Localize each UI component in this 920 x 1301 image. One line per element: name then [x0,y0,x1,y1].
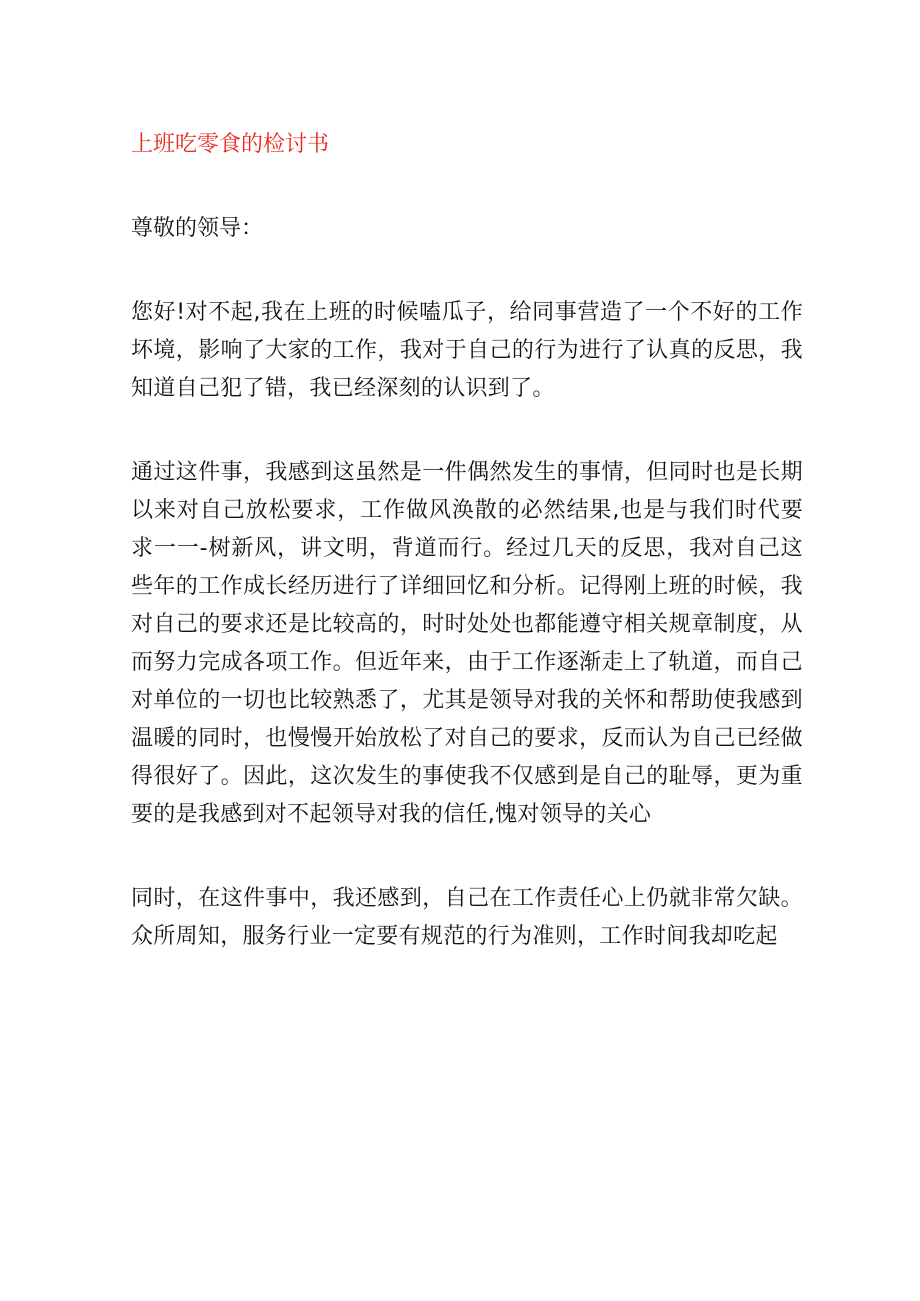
salutation: 尊敬的领导： [131,216,264,241]
paragraph-apology: 您好!对不起,我在上班的时候嗑瓜子，给同事营造了一个不好的工作坏境，影响了大家的工作，我对于自己的行为进行了认真的反思，我知道自己犯了错，我已经深刻的认识到了。 [131,300,803,401]
paragraph-reflection: 通过这件事，我感到这虽然是一件偶然发生的事情，但同时也是长期以来对自己放松要求，工作做风涣散的必然结果,也是与我们时代要求一一-树新风，讲文明，背道而行。经过几天的反思，我对自己这些年的工作成长经历进行了详细回忆和分析。记得刚上班的时候，我对自己的要求还是比较高的，时时处处也都能遵守相关规章制度，从而努力完成各项工作。但近年来，由于工作逐渐走上了轨道，而自己对单位的一切也比较熟悉了，尤其是领导对我的关怀和帮助使我感到温暖的同时，也慢慢开始放松了对自己的要求，反而认为自己已经做得很好了。因此，这次发生的事使我不仅感到是自己的耻辱，更为重要的是我感到对不起领导对我的信任,愧对领导的关心 [131,460,803,827]
document-title: 上班吃零食的检讨书 [131,132,330,157]
paragraph-responsibility: 同时，在这件事中，我还感到，自己在工作责任心上仍就非常欠缺。众所周知，服务行业一定要有规范的行为准则，工作时间我却吃起 [131,886,803,949]
document-body [131,126,803,956]
